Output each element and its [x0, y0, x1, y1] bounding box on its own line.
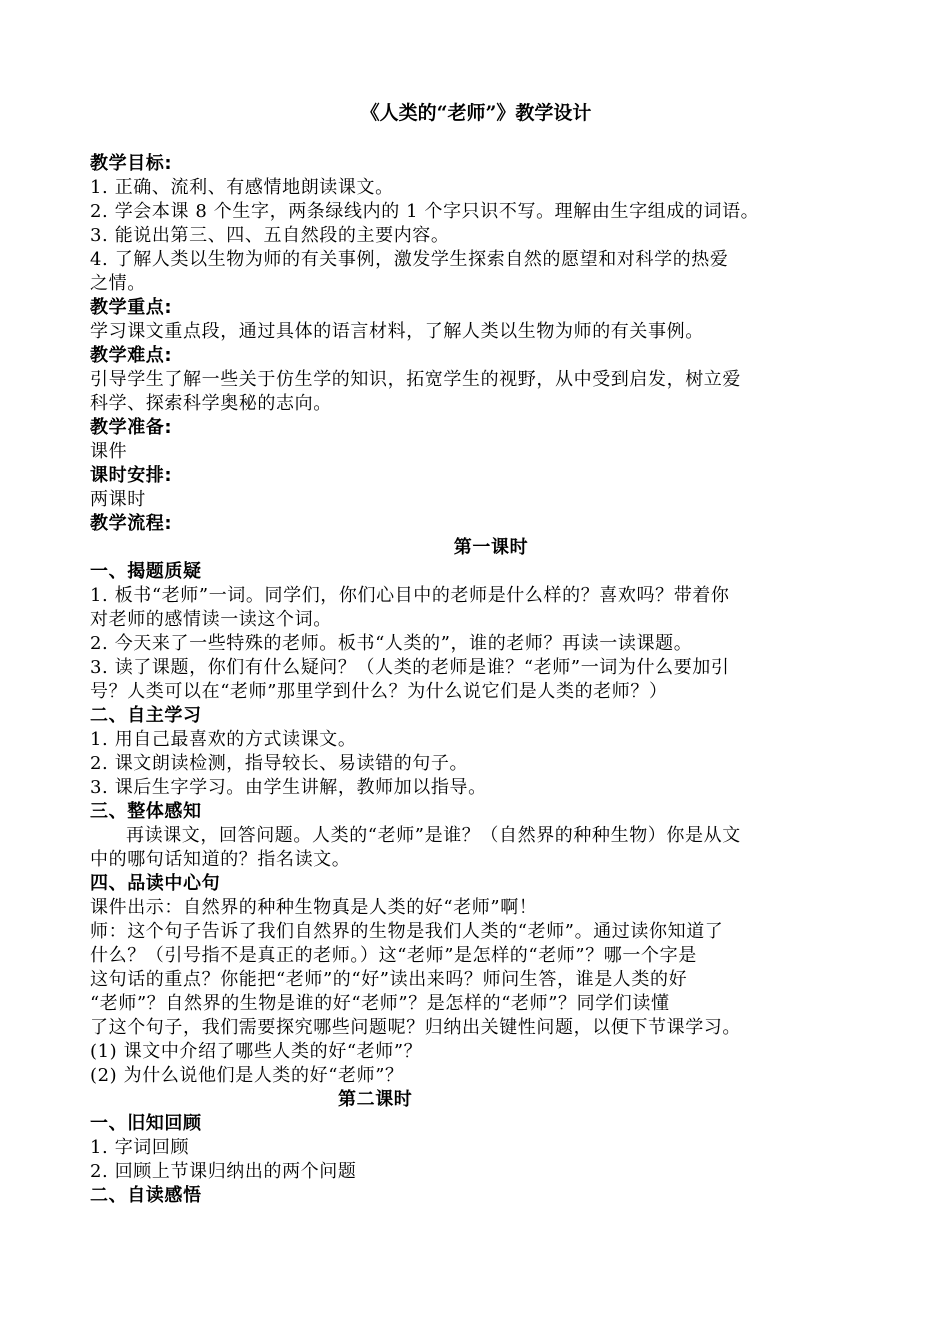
- paragraph-line: 什么？（引号指不是真正的老师。）这“老师”是怎样的“老师”？哪一个字是: [90, 945, 697, 966]
- lesson-heading: 第一课时: [453, 537, 529, 558]
- section-heading: 教学流程:: [90, 513, 173, 534]
- section-heading: 一、旧知回顾: [90, 1113, 202, 1134]
- paragraph-line: 科学、探索科学奥秘的志向。: [90, 393, 332, 414]
- paragraph-line: 2. 回顾上节课归纳出的两个问题: [90, 1161, 357, 1182]
- paragraph-line: 再读课文，回答问题。人类的“老师”是谁？（自然界的种种生物）你是从文: [126, 825, 741, 846]
- paragraph-line: 1. 用自己最喜欢的方式读课文。: [90, 729, 357, 750]
- paragraph-line: 3. 课后生字学习。由学生讲解，教师加以指导。: [90, 777, 487, 798]
- paragraph-line: 3. 读了课题，你们有什么疑问？（人类的老师是谁？“老师”一词为什么要加引: [90, 657, 730, 678]
- section-heading: 三、整体感知: [90, 801, 202, 822]
- paragraph-line: 课件: [90, 441, 128, 462]
- paragraph-line: 1. 正确、流利、有感情地朗读课文。: [90, 177, 394, 198]
- document-page: [90, 98, 862, 1208]
- section-heading: 二、自主学习: [90, 705, 202, 726]
- section-heading: 教学难点:: [90, 345, 173, 366]
- section-heading: 二、自读感悟: [90, 1185, 202, 1206]
- paragraph-line: 1. 板书“老师”一词。同学们，你们心目中的老师是什么样的？喜欢吗？带着你: [90, 585, 730, 606]
- section-heading: 教学重点:: [90, 297, 173, 318]
- section-heading: 教学准备:: [90, 417, 173, 438]
- section-heading: 课时安排:: [90, 465, 173, 486]
- paragraph-line: 课件出示：自然界的种种生物真是人类的好“老师”啊！: [90, 897, 538, 918]
- paragraph-line: 师：这个句子告诉了我们自然界的生物是我们人类的“老师”。通过读你知道了: [90, 921, 724, 942]
- paragraph-line: (1) 课文中介绍了哪些人类的好“老师”？: [90, 1041, 423, 1062]
- paragraph-line: 中的哪句话知道的？指名读文。: [90, 849, 351, 870]
- section-heading: 教学目标:: [90, 153, 173, 174]
- paragraph-line: 3. 能说出第三、四、五自然段的主要内容。: [90, 225, 450, 246]
- paragraph-line: 号？人类可以在“老师”那里学到什么？为什么说它们是人类的老师？）: [90, 681, 668, 702]
- lesson-heading: 第二课时: [338, 1089, 413, 1110]
- paragraph-line: 4. 了解人类以生物为师的有关事例，激发学生探索自然的愿望和对科学的热爱: [90, 249, 729, 270]
- paragraph-line: 对老师的感情读一读这个词。: [90, 609, 332, 630]
- paragraph-line: 1. 字词回顾: [90, 1137, 190, 1158]
- section-heading: 一、揭题质疑: [90, 561, 202, 582]
- paragraph-line: 2. 学会本课 8 个生字，两条绿线内的 1 个字只识不写。理解由生字组成的词语。: [90, 201, 760, 222]
- paragraph-line: 2. 课文朗读检测，指导较长、易读错的句子。: [90, 753, 469, 774]
- paragraph-line: 2. 今天来了一些特殊的老师。板书“人类的”，谁的老师？再读一读课题。: [90, 633, 693, 654]
- paragraph-line: 了这个句子，我们需要探究哪些问题呢？归纳出关键性问题，以便下节课学习。: [90, 1017, 741, 1038]
- document-title: 《人类的“老师”》教学设计: [360, 102, 592, 124]
- paragraph-line: 学习课文重点段，通过具体的语言材料，了解人类以生物为师的有关事例。: [90, 321, 704, 342]
- paragraph-line: 之情。: [90, 273, 146, 294]
- paragraph-line: “老师”？自然界的生物是谁的好“老师”？是怎样的“老师”？同学们读懂: [90, 993, 670, 1014]
- document-body: [90, 152, 862, 1208]
- paragraph-line: 这句话的重点？你能把“老师”的“好”读出来吗？师问生答，谁是人类的好: [90, 969, 688, 990]
- paragraph-line: (2) 为什么说他们是人类的好“老师”？: [90, 1065, 404, 1086]
- paragraph-line: 两课时: [90, 489, 146, 510]
- section-heading: 四、品读中心句: [90, 873, 221, 894]
- paragraph-line: 引导学生了解一些关于仿生学的知识，拓宽学生的视野，从中受到启发，树立爱: [90, 369, 741, 390]
